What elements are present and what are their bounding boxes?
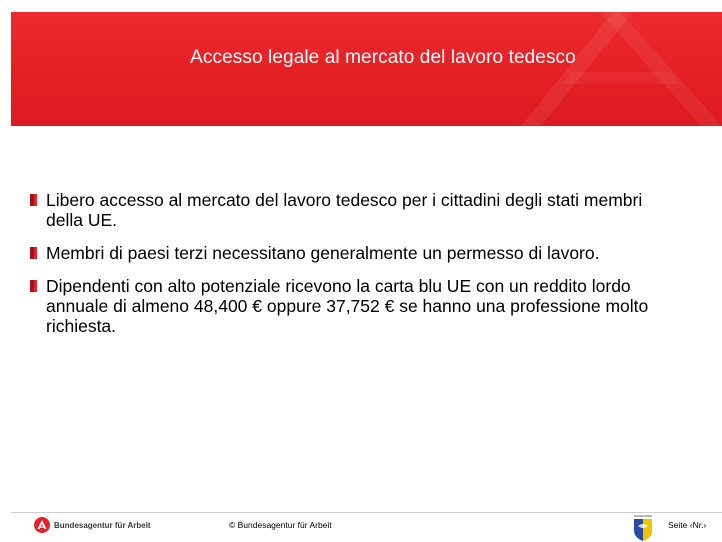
bullet-item (30, 276, 650, 336)
footer-copyright: © Bundesagentur für Arbeit (229, 520, 332, 530)
bundesagentur-logo-icon (34, 517, 50, 533)
red-bar-bullet-icon (30, 194, 37, 206)
title-banner (11, 12, 722, 126)
red-bar-bullet-icon (30, 280, 37, 292)
bullet-list (30, 190, 650, 349)
bullet-item (30, 190, 650, 230)
red-bar-bullet-icon (30, 247, 37, 259)
bullet-text: Membri di paesi terzi necessitano generalmente un permesso di lavoro. (46, 243, 600, 263)
bullet-item (30, 243, 650, 263)
footer-divider (11, 512, 722, 513)
logo-text: Bundesagentur für Arbeit (54, 520, 151, 530)
bullet-text: Libero accesso al mercato del lavoro tedesco per i cittadini degli stati membri della UE. (46, 190, 643, 230)
page-number: Seite ‹Nr.› (668, 520, 707, 530)
coat-of-arms-icon (630, 514, 656, 542)
slide-title: Accesso legale al mercato del lavoro tedesco (190, 47, 576, 68)
footer-logo (34, 517, 151, 533)
arrow-watermark-icon (11, 12, 722, 126)
bullet-text: Dipendenti con alto potenziale ricevono la carta blu UE con un reddito lordo annuale di almeno 48,400 € oppure 37,752 € se hanno una professione molto richiesta. (46, 276, 649, 336)
